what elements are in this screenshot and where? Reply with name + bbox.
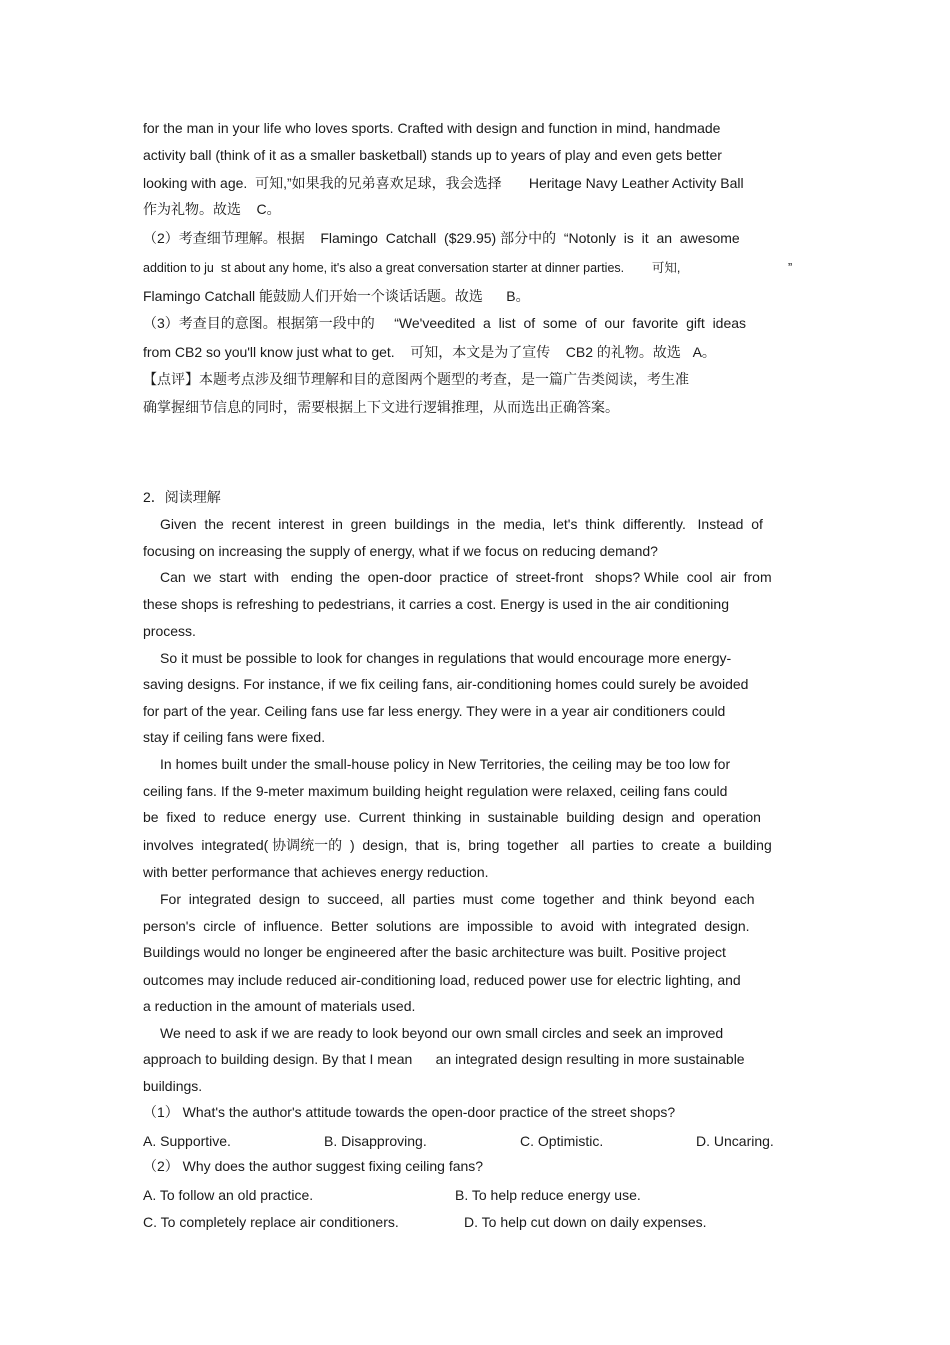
passage-line: buildings. xyxy=(143,1078,203,1094)
passage-line: Can we start with ending the open-door practice of street-front shops? While cool air from xyxy=(160,569,772,585)
q2-option-b: B. To help reduce energy use. xyxy=(455,1187,641,1203)
comment-line: 确掌握细节信息的同时，需要根据上下文进行逻辑推理，从而选出正确答案。 xyxy=(143,399,619,415)
passage-line: Given the recent interest in green buildings in the media, let's think differently. Instead of xyxy=(160,516,763,532)
q1-option-a: A. Supportive. xyxy=(143,1133,231,1149)
comment-line: 【点评】本题考点涉及细节理解和目的意图两个题型的考查，是一篇广告类阅读，考生准 xyxy=(143,371,689,387)
passage-line: person's circle of influence. Better solutions are impossible to avoid with integrated design. xyxy=(143,918,750,934)
passage-line: involves integrated( 协调统一的 ) design, that is, bring together all parties to create a building xyxy=(143,837,772,853)
passage-line: So it must be possible to look for changes in regulations that would encourage more energy- xyxy=(160,650,732,666)
section-heading: 2．阅读理解 xyxy=(143,489,221,505)
q2-option-a: A. To follow an old practice. xyxy=(143,1187,314,1203)
passage-line: ceiling fans. If the 9-meter maximum building height regulation were relaxed, ceiling fans could xyxy=(143,783,728,799)
passage-line: In homes built under the small-house policy in New Territories, the ceiling may be too low for xyxy=(160,756,731,772)
text-line: 作为礼物。故选 C。 xyxy=(143,201,281,217)
passage-line: these shops is refreshing to pedestrians, it carries a cost. Energy is used in the air conditioning xyxy=(143,596,729,612)
text-line: for the man in your life who loves sports. Crafted with design and function in mind, handmade xyxy=(143,120,721,136)
passage-line: for part of the year. Ceiling fans use far less energy. They were in a year air conditioners could xyxy=(143,703,726,719)
q2-option-d: D. To help cut down on daily expenses. xyxy=(464,1214,707,1230)
text-line: （2）考查细节理解。根据 Flamingo Catchall ($29.95) 部分中的 “Notonly is it an awesome xyxy=(143,230,740,246)
question-1: （1） What's the author's attitude towards the open-door practice of the street shops? xyxy=(143,1104,676,1120)
q1-option-c: C. Optimistic. xyxy=(520,1133,604,1149)
passage-line: stay if ceiling fans were fixed. xyxy=(143,729,326,745)
passage-line: process. xyxy=(143,623,196,639)
q2-option-c: C. To completely replace air conditioners. xyxy=(143,1214,399,1230)
passage-line: be fixed to reduce energy use. Current thinking in sustainable building design and operation xyxy=(143,809,761,825)
question-2: （2） Why does the author suggest fixing ceiling fans? xyxy=(143,1158,484,1174)
text-line: activity ball (think of it as a smaller basketball) stands up to years of play and even gets better xyxy=(143,147,722,163)
passage-line: For integrated design to succeed, all parties must come together and think beyond each xyxy=(160,891,755,907)
passage-line: saving designs. For instance, if we fix ceiling fans, air-conditioning homes could surely be avoided xyxy=(143,676,749,692)
passage-line: approach to building design. By that I mean an integrated design resulting in more sustainable xyxy=(143,1051,745,1067)
passage-line: Buildings would no longer be engineered after the basic architecture was built. Positive project xyxy=(143,944,726,960)
passage-line: outcomes may include reduced air-conditioning load, reduced power use for electric lighting, and xyxy=(143,972,741,988)
passage-line: a reduction in the amount of materials used. xyxy=(143,998,416,1014)
q1-option-b: B. Disapproving. xyxy=(324,1133,427,1149)
text-line: from CB2 so you'll know just what to get. 可知，本文是为了宣传 CB2 的礼物。故选 A。 xyxy=(143,344,716,360)
q1-option-d: D. Uncaring. xyxy=(696,1133,774,1149)
text-line: addition to ju st about any home, it's also a great conversation starter at dinner parties. 可知, ” xyxy=(143,261,793,275)
passage-line: focusing on increasing the supply of energy, what if we focus on reducing demand? xyxy=(143,543,658,559)
text-line: Flamingo Catchall 能鼓励人们开始一个谈话话题。故选 B。 xyxy=(143,288,530,304)
text-line: （3）考查目的意图。根据第一段中的 “We'veedited a list of some of our favorite gift ideas xyxy=(143,315,747,331)
passage-line: with better performance that achieves energy reduction. xyxy=(143,864,489,880)
passage-line: We need to ask if we are ready to look beyond our own small circles and seek an improved xyxy=(160,1025,724,1041)
text-line: looking with age. 可知,”如果我的兄弟喜欢足球，我会选择 Heritage Navy Leather Activity Ball xyxy=(143,175,744,191)
